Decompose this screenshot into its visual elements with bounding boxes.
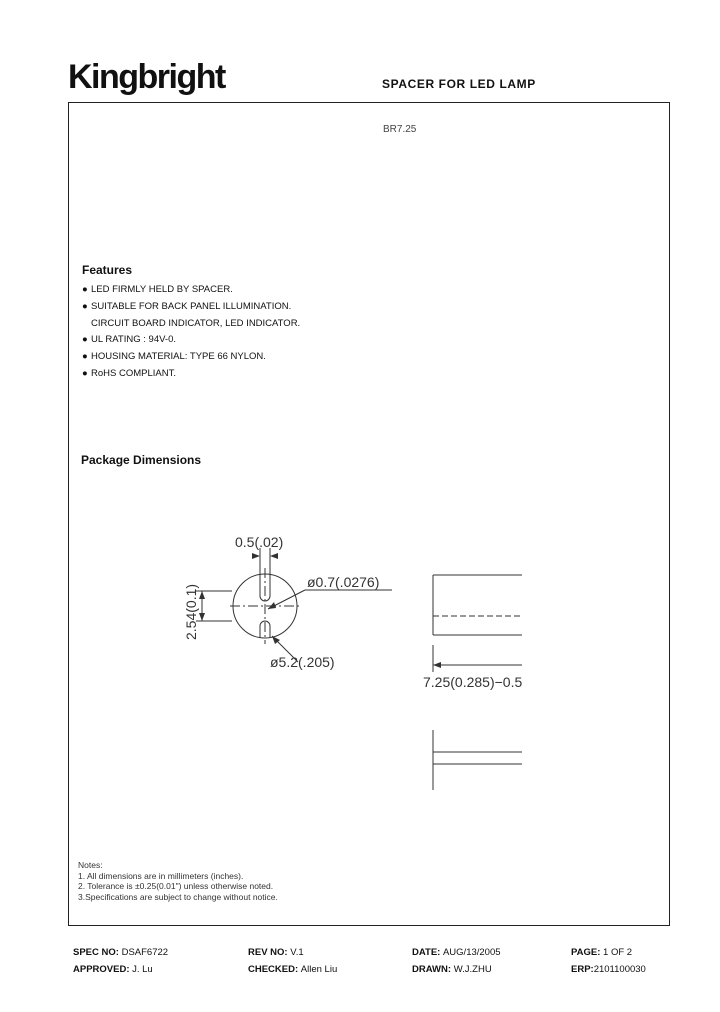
list-item: ● LED FIRMLY HELD BY SPACER. <box>82 282 300 299</box>
list-item: ● UL RATING : 94V-0. <box>82 332 300 349</box>
checked-by: CHECKED: Allen Liu <box>248 964 338 975</box>
dim-outer-diameter: ø5.2(.205) <box>270 654 335 670</box>
features-heading: Features <box>82 263 133 277</box>
list-item: CIRCUIT BOARD INDICATOR, LED INDICATOR. <box>91 317 301 329</box>
dim-length: 7.25(0.285)−0.5 <box>423 674 523 690</box>
dim-pitch: 2.54(0.1) <box>183 583 199 640</box>
erp-number: ERP:2101100030 <box>571 964 646 975</box>
notes: Notes: 1. All dimensions are in millimeters (inches). 2. Tolerance is ±0.25(0.01") unless otherwise noted. 3.Specifications are subject to change without notice. <box>78 860 278 902</box>
bullet-icon: ● <box>82 351 88 363</box>
dim-slot-width: 0.5(.02) <box>235 534 284 550</box>
drawn-by: DRAWN: W.J.ZHU <box>412 964 492 975</box>
list-item: ● HOUSING MATERIAL: TYPE 66 NYLON. <box>82 349 300 366</box>
issue-date: DATE: AUG/13/2005 <box>412 947 501 958</box>
brand-logo: Kingbright <box>68 58 225 96</box>
bullet-icon: ● <box>82 300 88 312</box>
dim-hole-diameter: ø0.7(.0276) <box>307 574 380 590</box>
spec-number: SPEC NO: DSAF6722 <box>73 947 169 958</box>
part-number: BR7.25 <box>383 124 417 135</box>
package-dimensions-heading: Package Dimensions <box>81 453 202 467</box>
bullet-icon: ● <box>82 367 88 379</box>
list-item: ● RoHS COMPLIANT. <box>82 366 300 383</box>
page-number: PAGE: 1 OF 2 <box>571 947 633 958</box>
revision-number: REV NO: V.1 <box>248 947 304 958</box>
document-title: SPACER FOR LED LAMP <box>382 77 536 91</box>
bullet-icon: ● <box>82 334 88 346</box>
bullet-icon: ● <box>82 284 88 295</box>
list-item: ● SUITABLE FOR BACK PANEL ILLUMINATION. <box>82 299 300 316</box>
approved-by: APPROVED: J. Lu <box>73 964 153 975</box>
